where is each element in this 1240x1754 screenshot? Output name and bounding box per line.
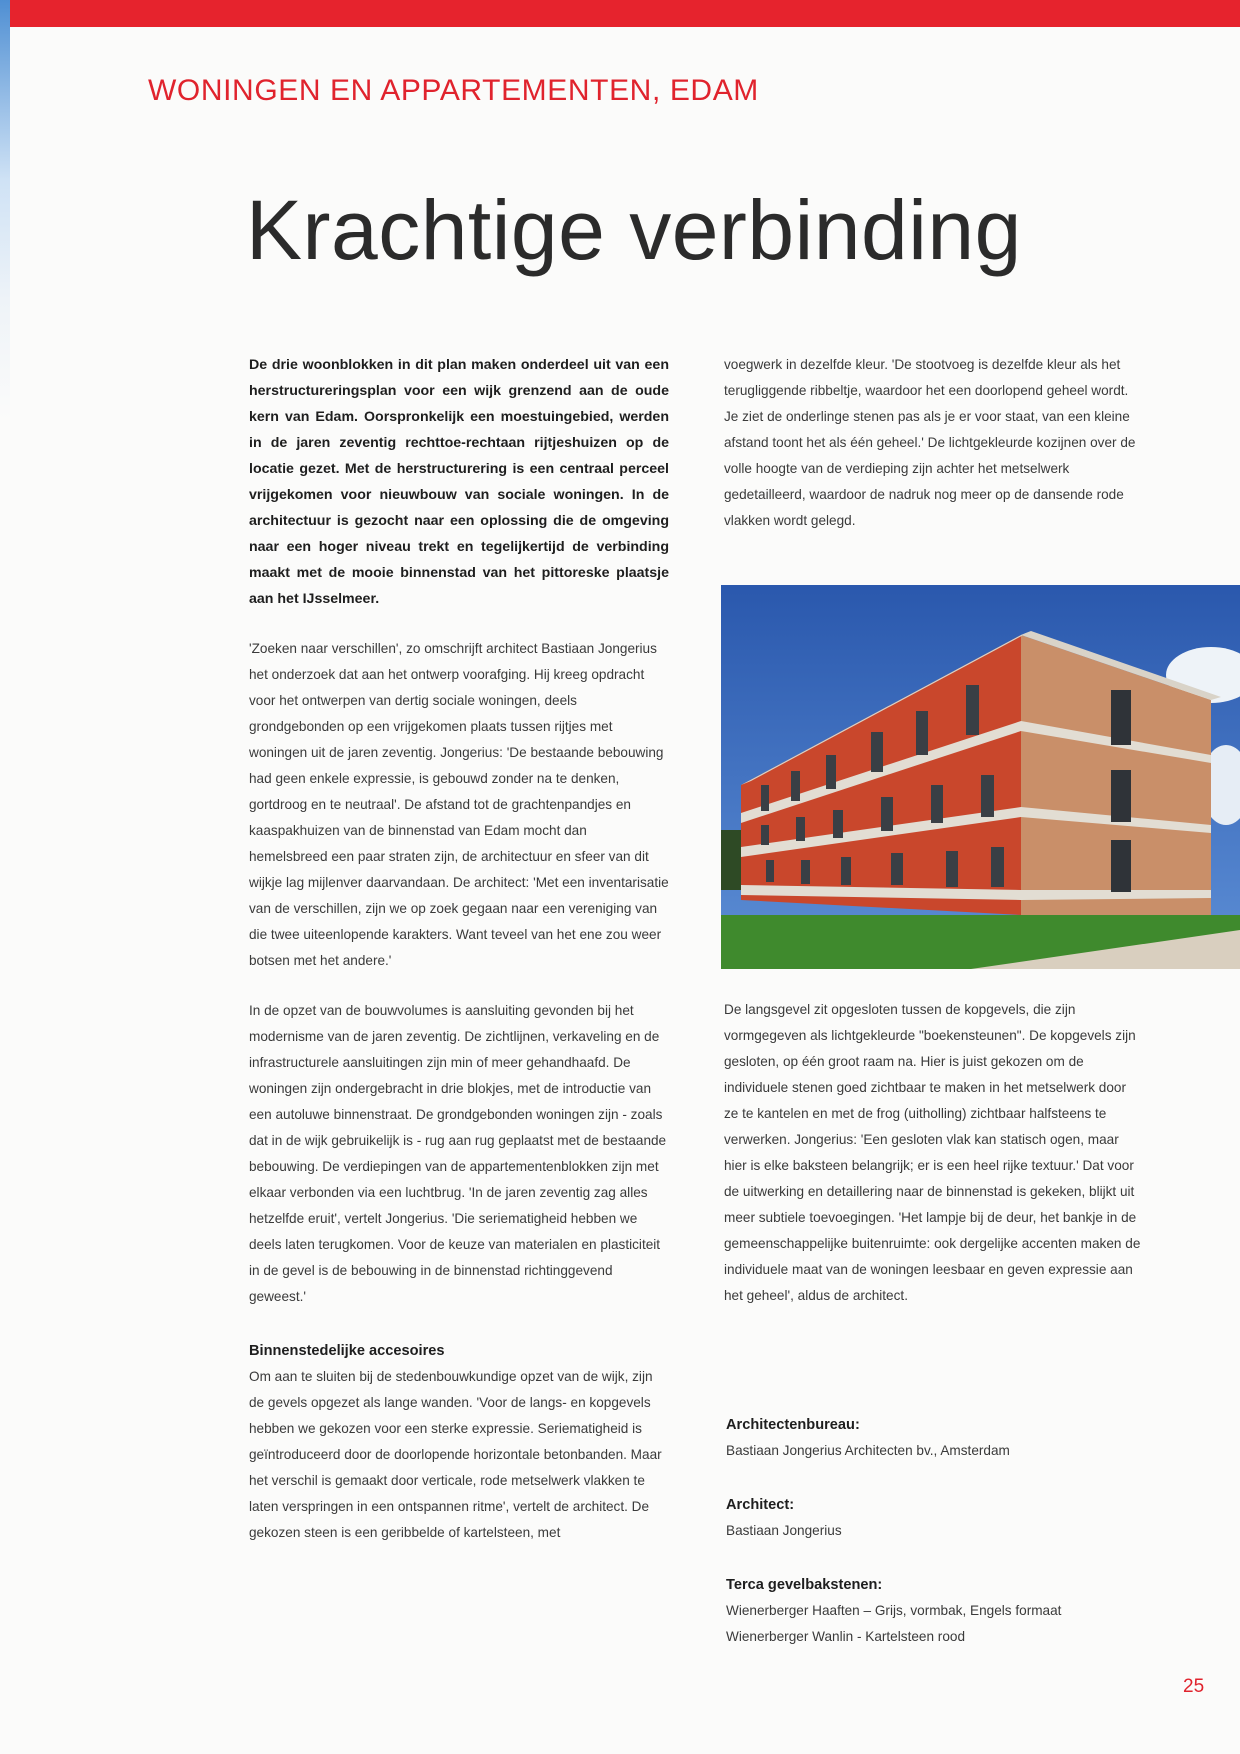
credit-value: Wienerberger Haaften – Grijs, vormbak, Engels formaat (726, 1603, 1062, 1618)
credit-label: Architectenbureau: (726, 1417, 860, 1433)
body-paragraph: 'Zoeken naar verschillen', zo omschrijft architect Bastiaan Jongerius het onderzoek dat aan het ontwerp voorafging. Hij kreeg opdracht voor het ontwerpen van dertig sociale woningen, deels grondgebonden op een vrijgekomen plaats tussen rijtjes met woningen uit de jaren zeventig. Jongerius: 'De bestaande bebouwing had geen enkele expressie, is gebouwd zonder na te denken, gortdroog en te neutraal'. De afstand tot de grachtenpandjes en kaaspakhuizen van de binnenstad van Edam mocht dan hemelsbreed een paar straten zijn, de architectuur en sfeer van dit wijkje lag mijlenver daarvandaan. De architect: 'Met een inventarisatie van de verschillen, zijn we op zoek gegaan naar een vereniging van die twee uiteenlopende karakters. Want teveel van het ene zou weer botsen met het andere.' (249, 641, 669, 968)
intro-paragraph: De drie woonblokken in dit plan maken onderdeel uit van een herstructureringsplan voor een wijk grenzend aan de oude kern van Edam. Oorspronkelijk een moestuingebied, werden in de jaren zeventig rechttoe-rechtaan rijtjeshuizen op de locatie gezet. Met de herstructurering is een centraal perceel vrijgekomen voor nieuwbouw van sociale woningen. In de architectuur is gezocht naar een oplossing die de omgeving naar een hoger niveau trekt en tegelijkertijd de verbinding maakt met de mooie binnenstad van het pittoreske plaatsje aan het IJsselmeer. (249, 357, 669, 607)
subheading: Binnenstedelijke accesoires (249, 1343, 445, 1359)
building-photo (721, 585, 1240, 969)
body-paragraph: In de opzet van de bouwvolumes is aansluiting gevonden bij het modernisme van de jaren zeventig. De zichtlijnen, verkaveling en de infrastructurele aansluitingen zijn min of meer gehandhaafd. De woningen zijn ondergebracht in drie blokjes, met de introductie van een autoluwe binnenstraat. De grondgebonden woningen zijn - zoals dat in de wijk gebruikelijk is - rug aan rug geplaatst met de bestaande bebouwing. De verdiepingen van de appartementenblokken zijn met elkaar verbonden via een luchtbrug. 'In de jaren zeventig zag alles hetzelfde eruit', vertelt Jongerius. 'Die seriematigheid hebben we deels laten terugkomen. Voor de keuze van materialen en plasticiteit in de gevel is de bebouwing in de binnenstad richtinggevend geweest.' (249, 1003, 667, 1304)
top-red-band (10, 0, 1240, 27)
credit-value: Bastiaan Jongerius Architecten bv., Amsterdam (726, 1443, 1010, 1458)
body-paragraph: voegwerk in dezelfde kleur. 'De stootvoeg is dezelfde kleur als het terugliggende ribbeltje, waardoor het een doorlopend geheel wordt. Je ziet de onderlinge stenen pas als je er voor staat, van een kleine afstand toont het als één geheel.' De lichtgekleurde kozijnen over de volle hoogte van de verdieping zijn achter het metselwerk gedetailleerd, waardoor de nadruk nog meer op de dansende rode vlakken wordt gelegd. (724, 357, 1136, 528)
article-column-right-bottom (724, 997, 1144, 1309)
project-credits (726, 1412, 1206, 1678)
credit-block (726, 1492, 1206, 1544)
credit-value: Wienerberger Wanlin - Kartelsteen rood (726, 1629, 966, 1644)
article-column-left (249, 352, 669, 1546)
credit-block (726, 1412, 1206, 1464)
body-paragraph: Om aan te sluiten bij de stedenbouwkundige opzet van de wijk, zijn de gevels opgezet als lange wanden. 'Voor de langs- en kopgevels hebben we gekozen voor een sterke expressie. Seriematigheid is geïntroduceerd door de doorlopende horizontale betonbanden. Maar het verschil is gemaakt door verticale, rode metselwerk vlakken te laten verspringen in een ontspannen ritme', vertelt de architect. De gekozen steen is een geribbelde of kartelsteen, met (249, 1369, 662, 1540)
credit-block (726, 1572, 1206, 1650)
section-label: WONINGEN EN APPARTEMENTEN, EDAM (148, 74, 759, 107)
left-edge-strip (0, 0, 10, 1754)
credit-value: Bastiaan Jongerius (726, 1523, 842, 1538)
page-number: 25 (1183, 1676, 1205, 1697)
body-paragraph: De langsgevel zit opgesloten tussen de kopgevels, die zijn vormgegeven als lichtgekleurde "boekensteunen". De kopgevels zijn gesloten, op één groot raam na. Hier is juist gekozen om de individuele stenen goed zichtbaar te maken in het metselwerk door ze te kantelen en met de frog (uitholling) zichtbaar halfsteens te verwerken. Jongerius: 'Een gesloten vlak kan statisch ogen, maar hier is elke baksteen belangrijk; er is een heel rijke textuur.' Dat voor de uitwerking en detaillering naar de binnenstad is gekeken, blijkt uit meer subtiele toevoegingen. 'Het lampje bij de deur, het bankje in de gemeenschappelijke buitenruimte: ook dergelijke accenten maken de individuele maat van de woningen leesbaar en geven expressie aan het geheel', aldus de architect. (724, 1002, 1141, 1303)
credit-label: Architect: (726, 1497, 795, 1513)
page-title: Krachtige verbinding (246, 183, 1022, 277)
building-photo-illustration (721, 585, 1240, 969)
article-column-right-top (724, 352, 1144, 534)
credit-label: Terca gevelbakstenen: (726, 1577, 883, 1593)
